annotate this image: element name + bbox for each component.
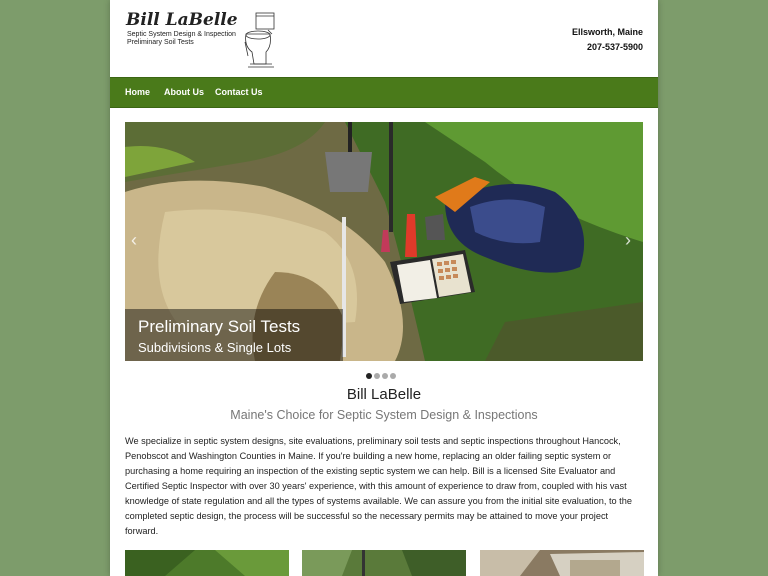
site-logo[interactable] [126, 10, 286, 70]
slider-dot-1[interactable] [366, 373, 372, 379]
page-subtitle: Maine's Choice for Septic System Design & Inspections [230, 408, 538, 422]
thumbnail-photo-3[interactable] [480, 550, 644, 576]
nav-about-us[interactable]: About Us [164, 87, 204, 97]
slider-pagination [366, 366, 398, 384]
slide-caption-subtitle: Subdivisions & Single Lots [138, 340, 292, 355]
slider-dot-4[interactable] [390, 373, 396, 379]
slide-caption [125, 309, 343, 361]
hero-slider[interactable] [125, 122, 643, 361]
header-contact [572, 25, 643, 55]
main-nav [110, 77, 658, 108]
page-title: Bill LaBelle [346, 386, 422, 403]
thumbnail-photo-2[interactable] [302, 550, 466, 576]
nav-home[interactable]: Home [125, 87, 151, 97]
slide-caption-title: Preliminary Soil Tests [138, 317, 301, 336]
nav-contact-us[interactable]: Contact Us [215, 87, 263, 97]
header-location: Ellsworth, Maine [571, 27, 643, 37]
slider-dot-2[interactable] [374, 373, 380, 379]
slider-next-arrow[interactable]: › [625, 230, 631, 250]
intro-paragraph: We specialize in septic system designs, site evaluations, preliminary soil tests and septic inspections throughout Hancock, Penobscot and Washington Counties in Maine. If you're building a new home, replacing an older failing septic system or purchasing a home requiring an inspection of the existing septic system we can help. Bill is a licensed Site Evaluator and Certified Septic Inspector with over 30 years' experience, with this amount of experience to draw from, coupled with his vast knowledge of state regulation and all the types of systems available. We can assure you from the initial site evaluation, to the completed septic design, the process will be successful so the necessary permits may be attained to move your project forward. [125, 436, 632, 536]
logo-title: Bill LaBelle [126, 10, 238, 30]
logo-tagline-soil: Preliminary Soil Tests [127, 39, 194, 46]
slider-prev-arrow[interactable]: ‹ [131, 230, 137, 250]
logo-tagline-design: Septic System Design & Inspection [127, 31, 236, 38]
slider-dot-3[interactable] [382, 373, 388, 379]
site-header [110, 0, 658, 77]
header-phone[interactable]: 207-537-5900 [586, 42, 643, 52]
toilet-sketch-icon [242, 12, 276, 70]
page-container [110, 0, 658, 576]
thumbnail-photo-1[interactable] [125, 550, 289, 576]
